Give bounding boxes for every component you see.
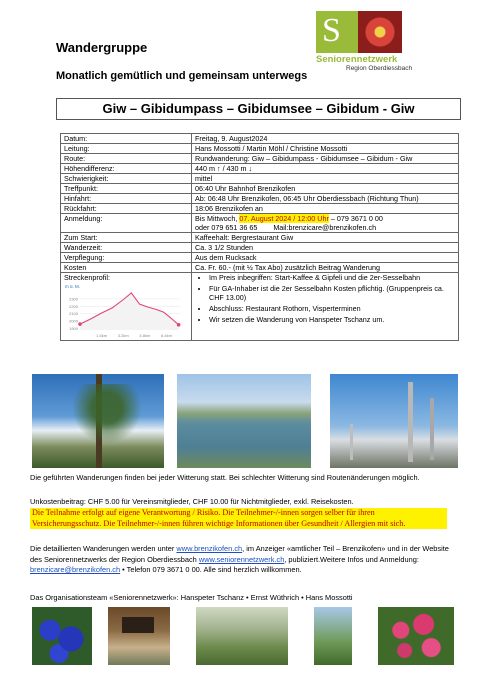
table-row: [61, 154, 459, 164]
x-tick-label: 4.8km: [139, 333, 151, 338]
row-label: Datum:: [61, 134, 192, 144]
row-label: Zum Start:: [61, 233, 192, 243]
elevation-chart: [64, 282, 184, 340]
table-row: [61, 184, 459, 194]
cost-note: Unkostenbeitrag: CHF 5.00 für Vereinsmitglieder, CHF 10.00 für Nichtmitglieder, exkl. Reisekosten.: [30, 497, 354, 506]
row-value: Aus dem Rucksack: [192, 253, 459, 263]
x-tick-label: 6.4km: [161, 333, 172, 338]
row-label: Treffpunkt:: [61, 184, 192, 194]
flower-icon: [358, 11, 402, 53]
row-label: Höhendifferenz:: [61, 164, 192, 174]
y-tick-label: 2300: [69, 296, 78, 302]
table-row: [61, 253, 459, 263]
row-label: Schwierigkeit:: [61, 174, 192, 184]
table-row: [61, 263, 459, 273]
profile-cell: [61, 273, 192, 341]
team-note: Das Organisationsteam «Seniorennetzwerk»: Hanspeter Tschanz • Ernst Wüthrich • Hans Mossotti: [30, 593, 353, 602]
table-row: [61, 174, 459, 184]
table-row: [61, 273, 459, 341]
y-unit-label: m ü. M.: [65, 284, 81, 289]
link-seniorennetzwerk[interactable]: www.seniorennetzwerk.ch: [198, 554, 285, 564]
weather-note: Die geführten Wanderungen finden bei jeder Witterung statt. Bei schlechter Witterung sind Routenänderungen möglich.: [30, 473, 420, 482]
row-label: Wanderzeit:: [61, 243, 192, 253]
photo-mountain-lake: [177, 374, 311, 468]
photo-restaurant: [108, 607, 170, 665]
table-row: [61, 194, 459, 204]
photo-alpine-roses: [378, 607, 454, 665]
end-point: [177, 323, 181, 327]
row-label: Streckenprofil:: [64, 273, 110, 282]
link-brenzikofen[interactable]: www.brenzikofen.ch: [176, 544, 243, 553]
table-row: [61, 134, 459, 144]
row-value: Freitag, 9. August2024: [192, 134, 459, 144]
list-item: • Wir setzen die Wanderung von Hanspeter Tschanz um.: [209, 315, 455, 324]
photo-antenna-towers: [330, 374, 458, 468]
photo-gentian-flowers: [32, 607, 92, 665]
photo-mountain-trail: [196, 607, 288, 665]
logo-letter: S: [322, 12, 341, 49]
row-value: Rundwanderung: Giw – Gibidumpass - Gibidumsee – Gibidum - Giw: [192, 154, 459, 164]
table-row: [61, 144, 459, 154]
anmeldung-prefix: Bis Mittwoch,: [195, 214, 240, 223]
route-title: Giw – Gibidumpass – Gibidumsee – Gibidum - Giw: [56, 98, 461, 120]
profile-bullets: [195, 273, 455, 324]
page-title: Wandergruppe: [56, 40, 148, 55]
elevation-profile: [64, 282, 184, 340]
profile-area: [80, 293, 179, 330]
info-table: [60, 133, 459, 341]
logo-region: Region Oberdiessbach: [346, 65, 413, 72]
row-value: Kaffeehalt: Bergrestaurant Giw: [192, 233, 459, 243]
row-value: Ab: 06:48 Uhr Brenzikofen, 06:45 Uhr Oberdiessbach (Richtung Thun): [192, 194, 459, 204]
table-row: [61, 164, 459, 174]
table-row: [61, 214, 459, 233]
publication-note: Die detaillierten Wanderungen werden unter www.brenzikofen.ch, im Anzeiger «amtlicher Teil – Brenzikofen» und in der Website des Seniorennetzwerks der Region Oberdiessbach www.seniorennetzwerk.ch, publiziert.Weitere Infos und Anmeldung: brenzicare@brenzikofen.ch • Telefon 079 3671 0 00. Alle sind herzlich willkommen.: [30, 544, 449, 574]
row-value: 440 m ↑ / 430 m ↓: [192, 164, 459, 174]
y-tick-label: 2100: [69, 311, 78, 317]
row-value: [192, 214, 459, 233]
row-label: Anmeldung:: [61, 214, 192, 233]
row-label: Rückfahrt:: [61, 204, 192, 214]
y-tick-label: 1900: [69, 326, 78, 332]
list-item: • Abschluss: Restaurant Rothorn, Visperterminen: [209, 304, 455, 313]
start-point: [78, 322, 82, 326]
x-tick-label: 3.2km: [117, 333, 129, 338]
list-item: • Für GA-Inhaber ist die 2er Sesselbahn Kosten pflichtig. (Gruppenpreis ca. CHF 13.00): [209, 284, 455, 302]
row-label: Route:: [61, 154, 192, 164]
row-value: [192, 273, 459, 341]
row-value: 18:06 Brenzikofen an: [192, 204, 459, 214]
list-item: • Im Preis inbegriffen: Start-Kaffee & Gipfeli und die 2er-Sesselbahn: [209, 273, 455, 282]
page-subtitle: Monatlich gemütlich und gemeinsam unterwegs: [56, 70, 308, 82]
row-value: Hans Mossotti / Martin Möhl / Christine Mossotti: [192, 144, 459, 154]
logo-mark: [316, 11, 402, 53]
photo-mountain-larch: [32, 374, 164, 468]
seniorennetzwerk-logo: [316, 11, 434, 75]
liability-warning: Die Teilnahme erfolgt auf eigene Verantwortung / Risiko. Die Teilnehmer-/-innen sorgen selber für ihren Versicherungsschutz. Die Teilnehmer-/-innen führen wichtige Informationen über Gesundheit / Allergien mit sich.: [30, 508, 447, 529]
table-row: [61, 233, 459, 243]
y-tick-label: 2000: [69, 318, 78, 324]
row-label: Hinfahrt:: [61, 194, 192, 204]
row-label: Leitung:: [61, 144, 192, 154]
row-label: Kosten: [61, 263, 192, 273]
photo-chairlift: [314, 607, 352, 665]
table-row: [61, 243, 459, 253]
row-value: Ca. 3 1/2 Stunden: [192, 243, 459, 253]
y-tick-label: 2200: [69, 303, 78, 309]
row-value: 06:40 Uhr Bahnhof Brenzikofen: [192, 184, 459, 194]
x-tick-label: 1.6km: [96, 333, 108, 338]
anmeldung-contact: oder 079 651 36 65 Mail:brenzicare@brenzikofen.ch: [195, 223, 377, 232]
link-email[interactable]: brenzicare@brenzikofen.ch: [30, 565, 121, 574]
logo-name: Seniorennetzwerk: [316, 54, 398, 65]
row-label: Verpflegung:: [61, 253, 192, 263]
row-value: Ca. Fr. 60.- (mit ½ Tax Abo) zusätzlich Beitrag Wanderung: [192, 263, 459, 273]
table-row: [61, 204, 459, 214]
anmeldung-deadline: 07. August 2024 / 12:00 Uhr: [239, 214, 329, 223]
row-value: mittel: [192, 174, 459, 184]
anmeldung-phone: – 079 3671 0 00: [328, 214, 383, 223]
